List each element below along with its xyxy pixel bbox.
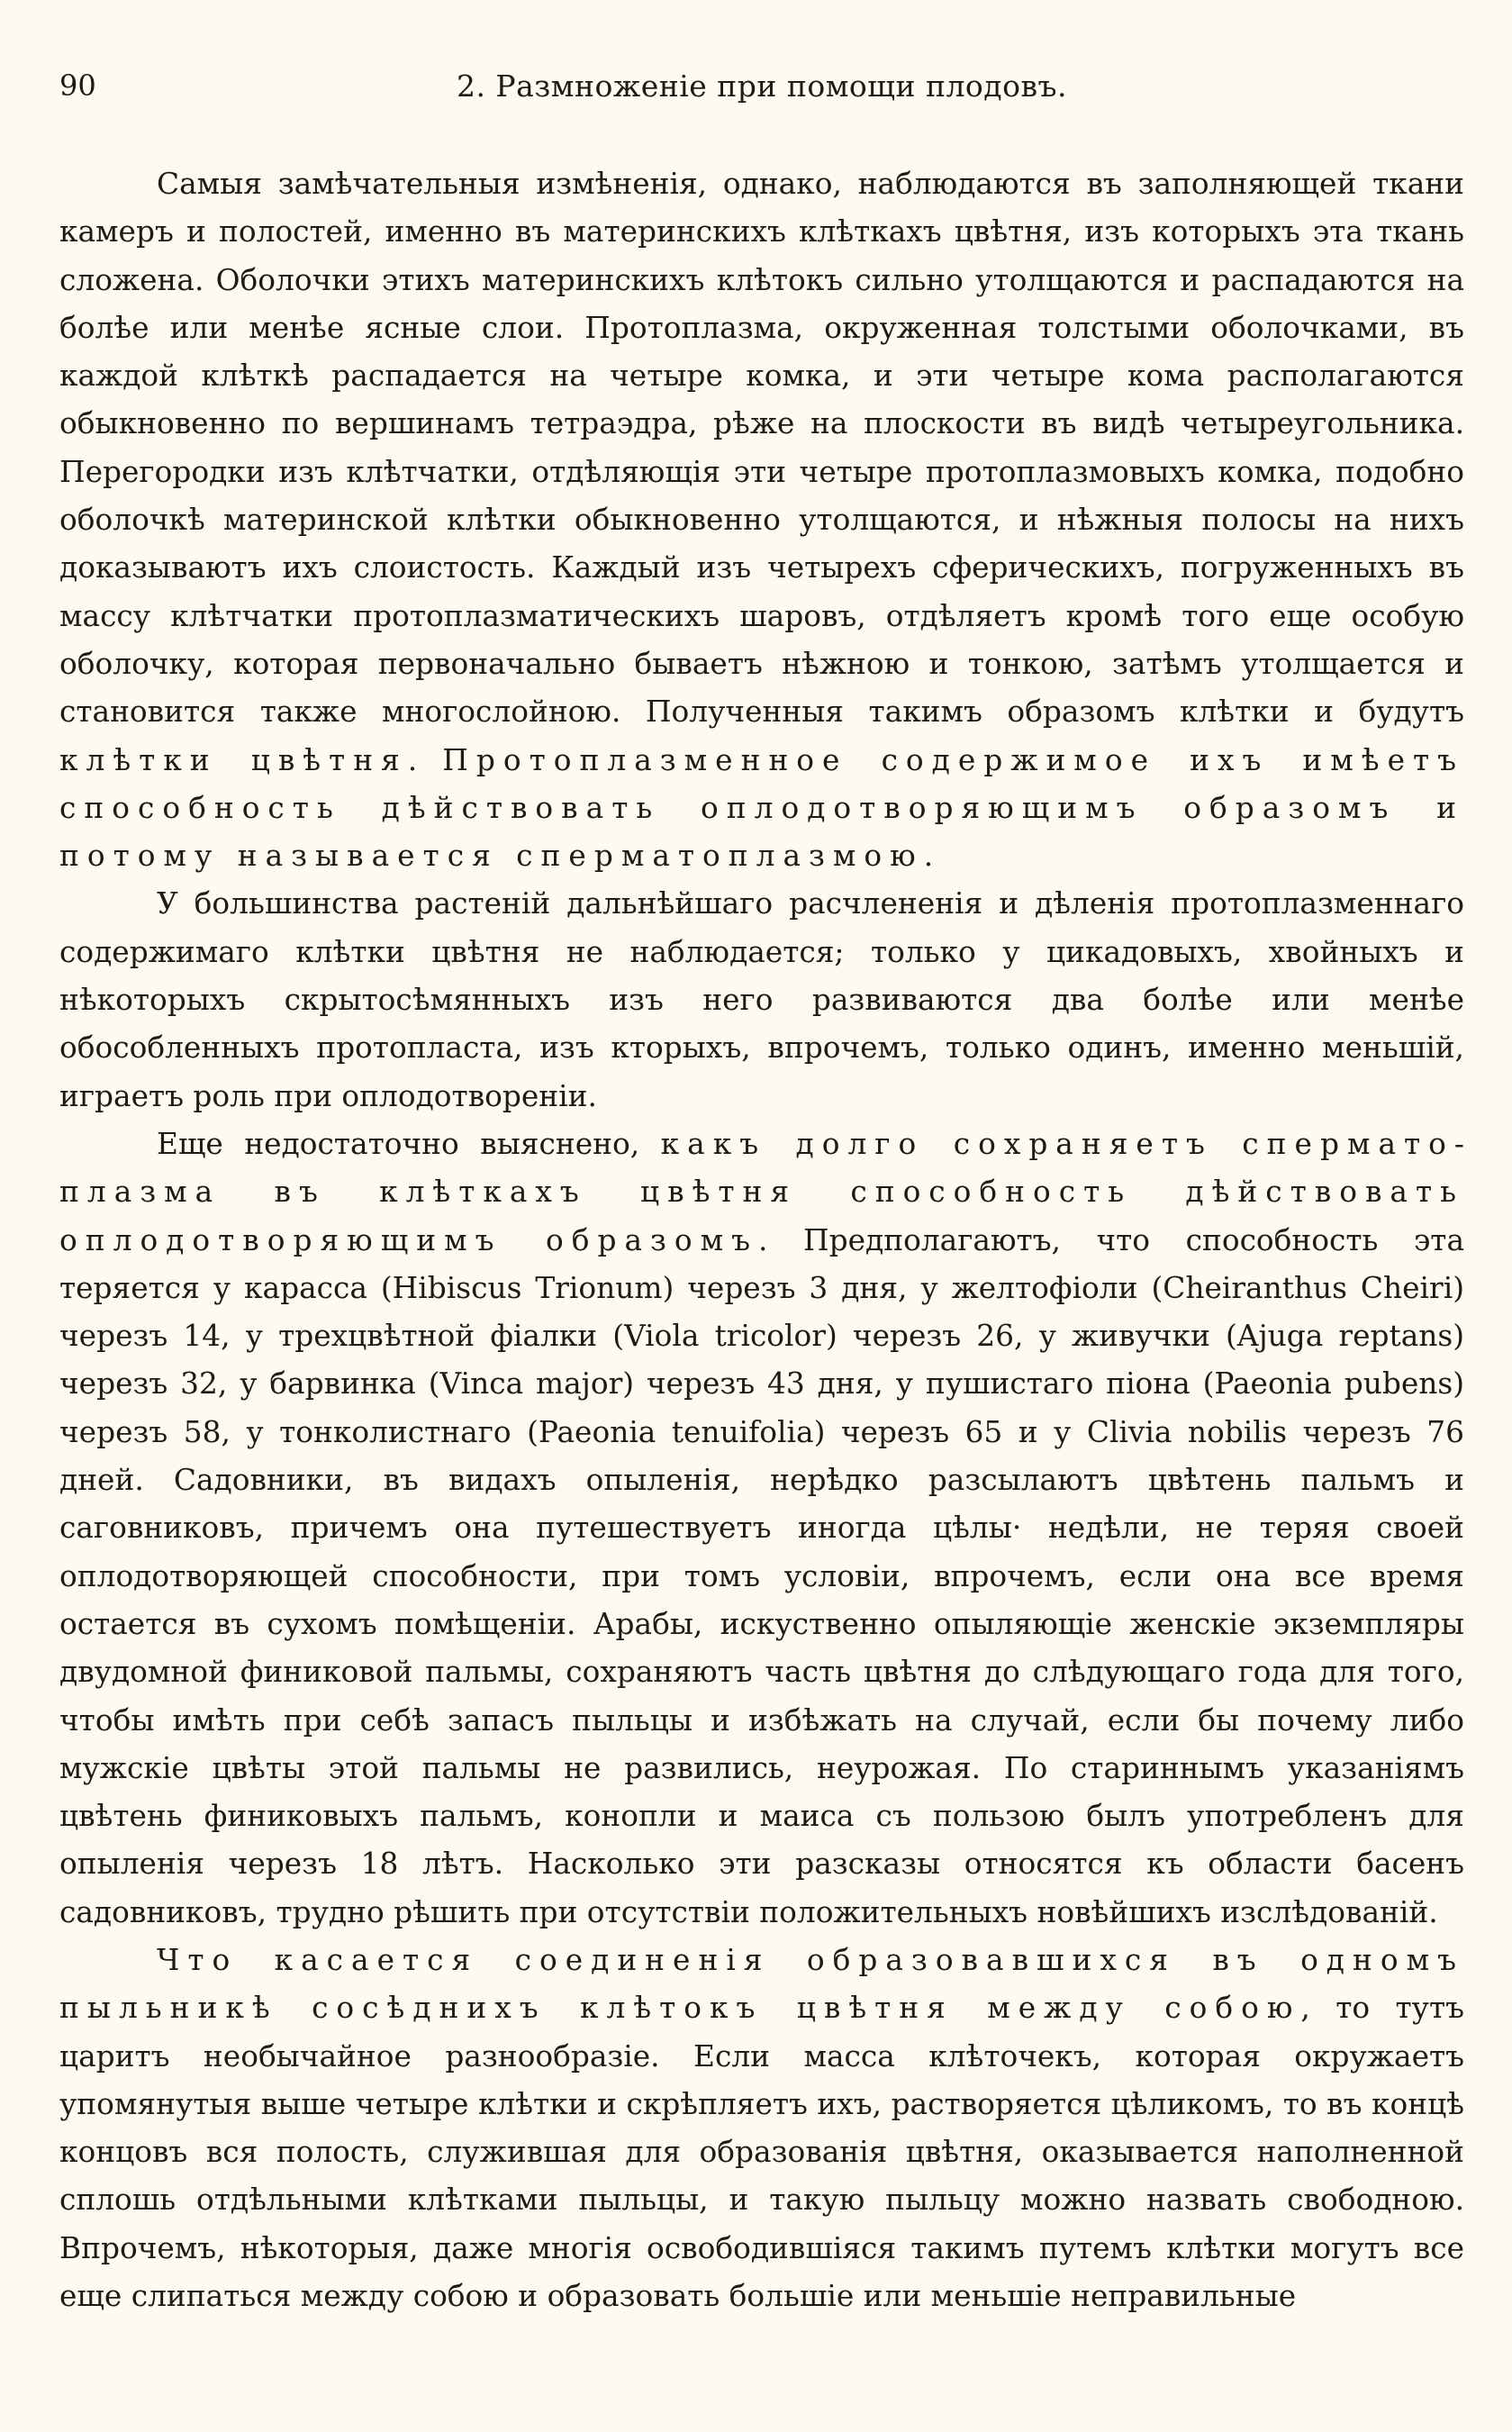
page-number: 90 [59, 68, 96, 103]
page-body [59, 160, 1464, 2320]
running-title: 2. Размноженіе при помощи плодовъ. [456, 68, 1068, 104]
text-run: , то тутъ царитъ необычайное разнообразіе. Если масса клѣточекъ, которая окружаетъ упомянутыя выше четыре клѣтки и скрѣпляетъ ихъ, растворяется цѣликомъ, то въ концѣ концовъ вся полость, служившая для образованія цвѣтня, оказывается наполненной сплошь отдѣльными клѣтками пыльцы, и такую пыльцу можно назвать свободною. Впрочемъ, нѣкоторыя, даже многія освободившіяся такимъ путемъ клѣтки могутъ все еще слипаться между собою и образовать большіе или меньшіе неправильные [59, 1991, 1464, 2314]
spaced-emphasis: клѣтки цвѣтня [59, 742, 408, 777]
text-run: . [407, 742, 443, 777]
paragraph-2 [59, 880, 1464, 1120]
paragraph-1 [59, 160, 1464, 880]
spaced-emphasis: Что касается соединенія образовавшихся въ одномъ пыльникѣ сосѣднихъ клѣтокъ цвѣтня между собою [59, 1942, 1464, 2026]
text-run: . [923, 839, 934, 874]
text-run: . Предполагаютъ, что способность эта теряется у карасса (Hibiscus Trionum) черезъ 3 дня, у желтофіоли (Cheiranthus Cheiri) черезъ 14, у трехцвѣтной фіалки (Viola tricolor) черезъ 26, у живучки (Ajuga reptans) черезъ 32, у барвинка (Vinca major) черезъ 43 дня, у пушистаго піона (Paeonia pubens) черезъ 58, у тонколистнаго (Paeonia tenuifolia) черезъ 65 и у Clivia nobilis черезъ 76 дней. Садовники, въ видахъ опыленія, нерѣдко разсылаютъ цвѣтень пальмъ и саговниковъ, причемъ она путешествуетъ иногда цѣлы· недѣли, не теряя своей оплодотворяющей способности, при томъ условіи, впрочемъ, если она все время остается въ сухомъ помѣщеніи. Арабы, искуственно опыляющіе женскіе экземпляры двудомной финиковой пальмы, сохраняютъ часть цвѣтня до слѣдующаго года для того, чтобы имѣть при себѣ запасъ пыльцы и избѣжать на случай, если бы почему либо мужскіе цвѣты этой пальмы не развились, неурожая. По стариннымъ указаніямъ цвѣтень финиковыхъ пальмъ, конопли и маиса съ пользою былъ употребленъ для опыленія черезъ 18 лѣтъ. Насколько эти разсказы относятся къ области басенъ садовниковъ, трудно рѣшить при отсутствіи положительныхъ новѣйшихъ изслѣдованій. [59, 1222, 1465, 1929]
paragraph-4 [59, 1937, 1464, 2320]
text-run: Еще недостаточно выяснено, [157, 1126, 661, 1161]
page-header [59, 63, 1464, 117]
spaced-emphasis: Протоплазменное содержимое ихъ имѣетъ способность дѣйствовать оплодотворяющимъ образомъ и потому называется сперматоплазмою [59, 742, 1464, 874]
text-run: Самыя замѣчательныя измѣненія, однако, наблюдаются въ заполняющей ткани камеръ и полостей, именно въ материнскихъ клѣткахъ цвѣтня, изъ которыхъ эта ткань сложена. Оболочки этихъ материнскихъ клѣтокъ сильно утолщаются и распадаются на болѣе или менѣе ясные слои. Протоплазма, окруженная толстыми оболочками, въ каждой клѣткѣ распадается на четыре комка, и эти четыре кома располагаются обыкновенно по вершинамъ тетраэдра, рѣже на плоскости въ видѣ четыреугольника. Перегородки изъ клѣтчатки, отдѣляющія эти четыре протоплазмовыхъ комка, подобно оболочкѣ материнской клѣтки обыкновенно утолщаются, и нѣжныя полосы на нихъ доказываютъ ихъ слоистость. Каждый изъ четырехъ сферическихъ, погруженныхъ въ массу клѣтчатки протоплазматическихъ шаровъ, отдѣляетъ кромѣ того еще особую оболочку, которая первоначально бываетъ нѣжною и тонкою, затѣмъ утолщается и становится также многослойною. Полученныя такимъ образомъ клѣтки и будутъ [59, 167, 1464, 730]
text-run: У большинства растеній дальнѣйшаго расчлененія и дѣленія протоплазменнаго содержимаго клѣтки цвѣтня не наблюдается; только у цикадовыхъ, хвойныхъ и нѣкоторыхъ скрытосѣмянныхъ изъ него развиваются два болѣе или менѣе обособленныхъ протопласта, изъ кторыхъ, впрочемъ, только одинъ, именно меньшій, играетъ роль при оплодотвореніи. [59, 886, 1464, 1113]
paragraph-3 [59, 1121, 1464, 1937]
spaced-emphasis: какъ долго сохраняетъ сперматоплазма въ клѣткахъ цвѣтня способность дѣйствовать оплодотворяющимъ образомъ [59, 1126, 1464, 1257]
